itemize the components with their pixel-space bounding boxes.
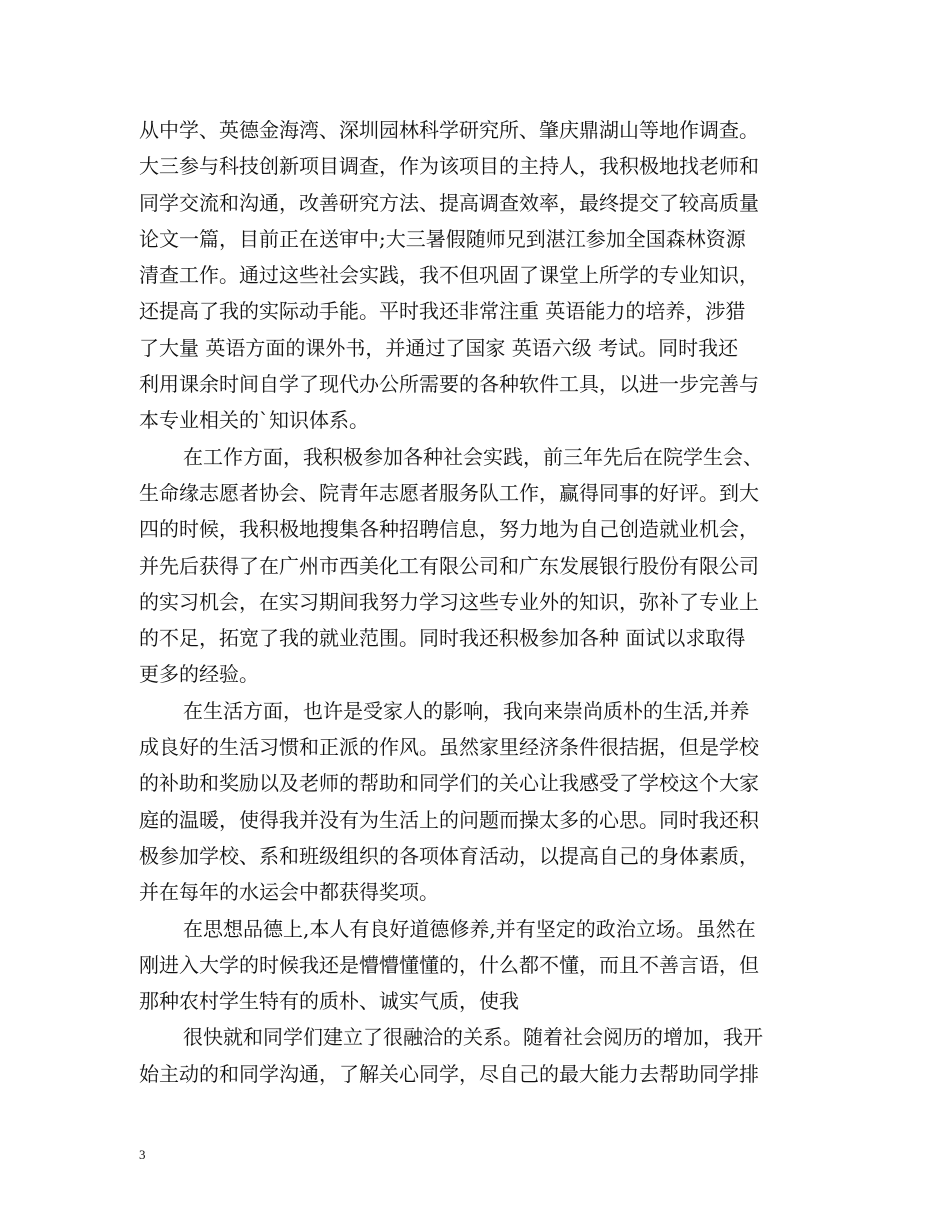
text-line: 成良好的生活习惯和正派的作风。虽然家里经济条件很拮据，但是学校 [139, 735, 759, 760]
text-line: 的实习机会，在实习期间我努力学习这些专业外的知识，弥补了专业上 [139, 589, 759, 614]
text-line: 更多的经验。 [139, 662, 259, 687]
text-line: 并先后获得了在广州市西美化工有限公司和广东发展银行股份有限公司 [139, 553, 759, 578]
text-line: 的不足，拓宽了我的就业范围。同时我还积极参加各种 面试以求取得 [139, 626, 746, 651]
text-line: 刚进入大学的时候我还是懵懵懂懂的，什么都不懂，而且不善言语，但 [139, 952, 759, 977]
text-line: 论文一篇，目前正在送审中;大三暑假随师兄到湛江参加全国森林资源 [139, 226, 746, 251]
text-line: 利用课余时间自学了现代办公所需要的各种软件工具，以进一步完善与 [139, 372, 759, 397]
text-line: 的补助和奖励以及老师的帮助和同学们的关心让我感受了学校这个大家 [139, 771, 759, 796]
text-line: 了大量 英语方面的课外书，并通过了国家 英语六级 考试。同时我还 [139, 335, 739, 360]
text-line: 在思想品德上,本人有良好道德修养,并有坚定的政治立场。虽然在 [183, 916, 756, 941]
text-line: 清查工作。通过这些社会实践，我不但巩固了课堂上所学的专业知识， [139, 263, 759, 288]
text-line: 四的时候，我积极地搜集各种招聘信息，努力地为自己创造就业机会， [139, 517, 759, 542]
text-line: 同学交流和沟通，改善研究方法、提高调查效率，最终提交了较高质量 [139, 190, 759, 215]
text-line: 并在每年的水运会中都获得奖项。 [139, 880, 439, 905]
text-line: 在工作方面，我积极参加各种社会实践，前三年先后在院学生会、 [183, 444, 763, 469]
text-line: 本专业相关的`知识体系。 [139, 408, 369, 433]
text-line: 很快就和同学们建立了很融洽的关系。随着社会阅历的增加，我开 [183, 1025, 763, 1050]
text-line: 还提高了我的实际动手能。平时我还非常注重 英语能力的培养，涉猎 [139, 299, 746, 324]
text-line: 庭的温暖，使得我并没有为生活上的问题而操太多的心思。同时我还积 [139, 807, 759, 832]
text-line: 大三参与科技创新项目调查，作为该项目的主持人，我积极地找老师和 [139, 154, 759, 179]
text-line: 在生活方面，也许是受家人的影响，我向来崇尚质朴的生活,并养 [183, 698, 750, 723]
text-line: 极参加学校、系和班级组织的各项体育活动，以提高自己的身体素质， [139, 843, 759, 868]
text-line: 从中学、英德金海湾、深圳园林科学研究所、肇庆鼎湖山等地作调查。 [139, 118, 759, 142]
text-line: 始主动的和同学沟通，了解关心同学，尽自己的最大能力去帮助同学排 [139, 1061, 759, 1086]
body-text [139, 112, 819, 1092]
page-number: 3 [139, 1147, 146, 1162]
text-line: 生命缘志愿者协会、院青年志愿者服务队工作，赢得同事的好评。到大 [139, 480, 759, 505]
text-line: 那种农村学生特有的质朴、诚实气质，使我 [139, 989, 519, 1014]
